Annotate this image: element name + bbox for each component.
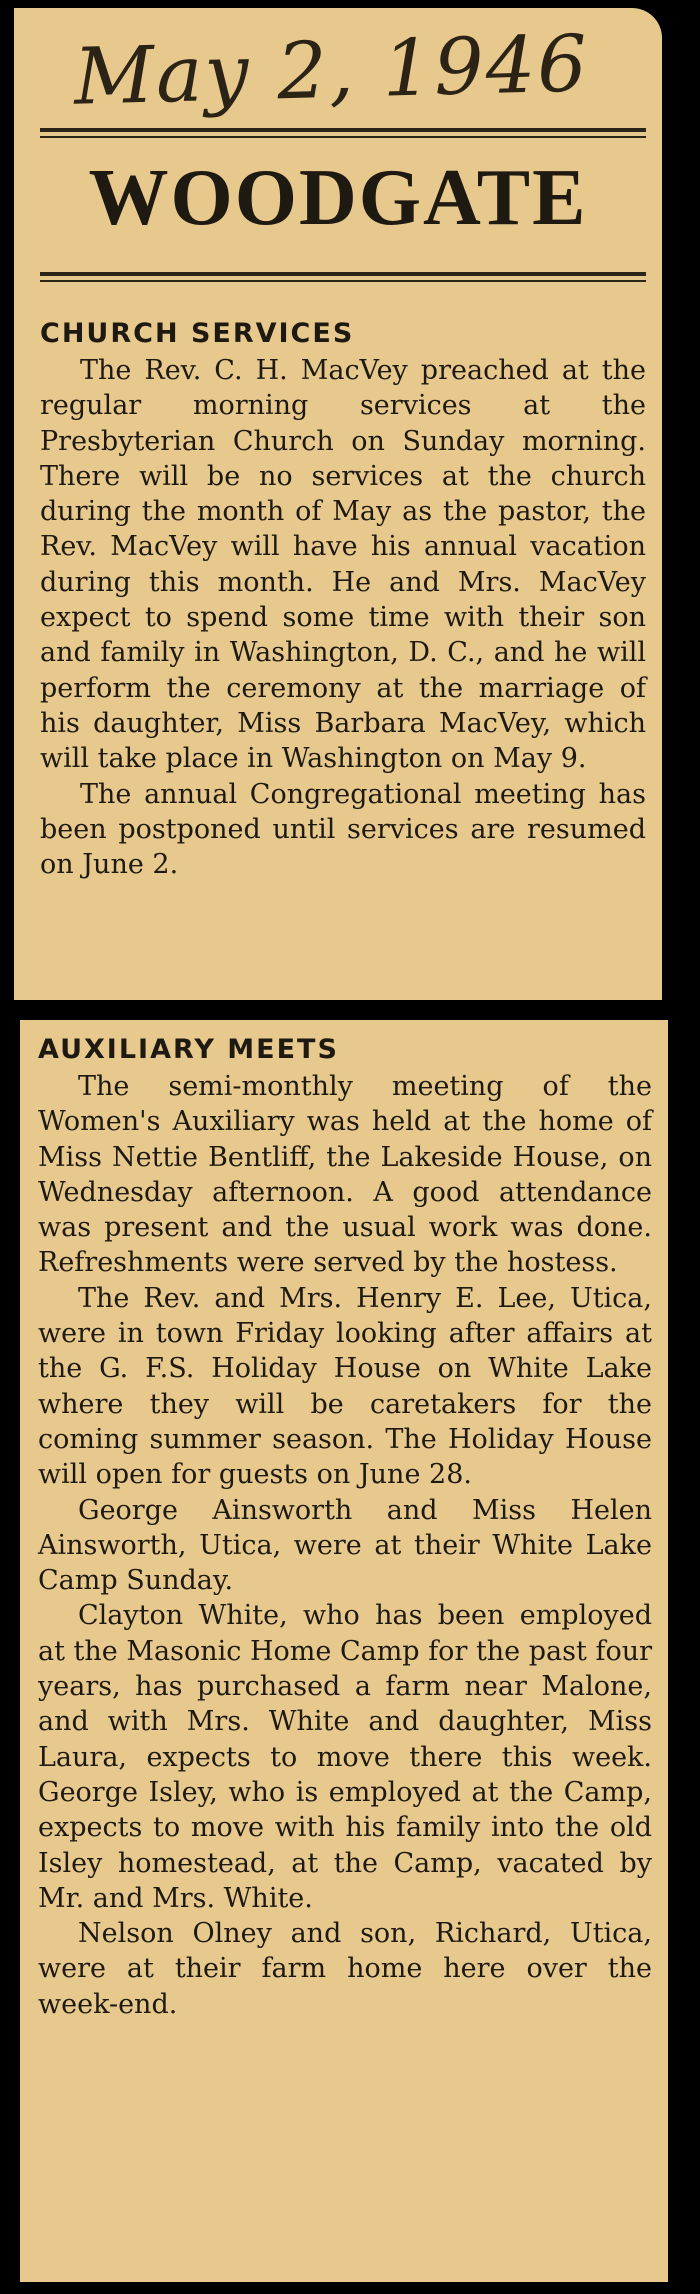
masthead-rule-bottom [40,272,646,276]
paragraph: Nelson Olney and son, Richard, Utica, were at their farm home here over the week-end. [38,1918,652,2020]
masthead-rule-bottom-thin [40,280,646,282]
handwritten-date: May 2, 1946 [72,19,591,123]
paragraph: The Rev. and Mrs. Henry E. Lee, Utica, were in town Friday looking after affairs at the G. F.S. Holiday House on White Lake where they will be caretakers for the coming summer season. The Holiday House will open for guests on June 28. [38,1282,652,1491]
masthead: WOODGATE [88,154,588,242]
article-body-auxiliary [38,1069,652,2022]
paragraph: The annual Congregational meeting has been postponed until services are resumed on June 2. [40,778,646,881]
section-heading-church-services: CHURCH SERVICES [40,318,355,349]
masthead-rule-top [40,128,646,132]
paragraph: Clayton White, who has been employed at the Masonic Home Camp for the past four years, has purchased a farm near Malone, and with Mrs. White and daughter, Miss Laura, expects to move there this week. George Isley, who is employed at the Camp, expects to move with his family into the old Isley homestead, at the Camp, vacated by Mr. and Mrs. White. [38,1600,652,1914]
clipping-auxiliary-meets [20,1020,668,2282]
paragraph: The semi-monthly meeting of the Women's Auxiliary was held at the home of Miss Nettie Bentliff, the Lakeside House, on Wednesday afternoon. A good attendance was present and the usual work was done. Refreshments were served by the hostess. [38,1071,652,1279]
paragraph: The Rev. C. H. MacVey preached at the regular morning services at the Presbyterian Church on Sunday morning. There will be no services at the church during the month of May as the pastor, the Rev. MacVey will have his annual vacation during this month. He and Mrs. MacVey expect to spend some time with their son and family in Washington, D. C., and he will perform the ceremony at the marriage of his daughter, Miss Barbara MacVey, which will take place in Washington on May 9. [40,355,646,775]
section-heading-auxiliary-meets: AUXILIARY MEETS [38,1034,339,1065]
masthead-rule-top-thin [40,136,646,138]
article-body-church [40,353,646,882]
paragraph: George Ainsworth and Miss Helen Ainsworth, Utica, were at their White Lake Camp Sunday. [38,1494,652,1597]
clipping-church-services [14,8,662,1000]
